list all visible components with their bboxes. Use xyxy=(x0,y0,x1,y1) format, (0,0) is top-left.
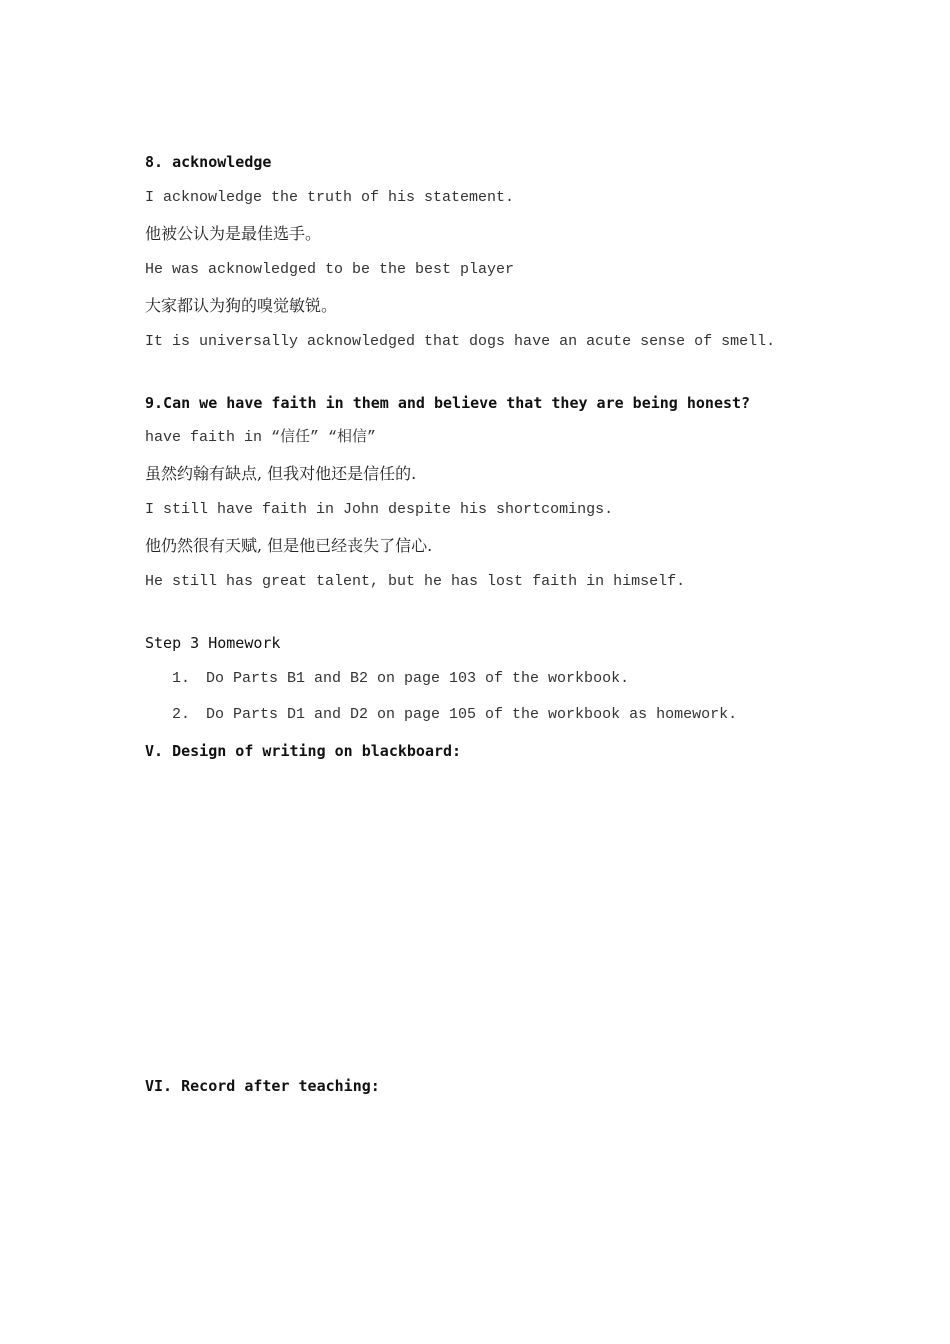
example-sentence-en: He was acknowledged to be the best player xyxy=(145,261,515,278)
homework-text: Do Parts B1 and B2 on page 103 of the workbook. xyxy=(206,670,630,687)
step-3-heading: Step 3 Homework xyxy=(145,634,281,652)
example-sentence-zh: 大家都认为狗的嗅觉敏锐。 xyxy=(145,296,338,315)
example-sentence-en: He still has great talent, but he has lost faith in himself. xyxy=(145,573,686,590)
example-sentence-en: I still have faith in John despite his shortcomings. xyxy=(145,501,614,518)
homework-item xyxy=(172,669,629,689)
example-sentence-en: I acknowledge the truth of his statement. xyxy=(145,189,515,206)
section-9-heading: 9.Can we have faith in them and believe that they are being honest? xyxy=(145,394,751,412)
example-sentence-zh: 虽然约翰有缺点, 但我对他还是信任的. xyxy=(145,464,417,483)
homework-item xyxy=(172,705,737,725)
section-vi-heading: VI. Record after teaching: xyxy=(145,1077,380,1095)
homework-text: Do Parts D1 and D2 on page 105 of the workbook as homework. xyxy=(206,706,738,723)
list-number: 1. xyxy=(172,670,191,687)
section-8-heading: 8. acknowledge xyxy=(145,153,272,171)
example-sentence-zh: 他仍然很有天赋, 但是他已经丧失了信心. xyxy=(145,536,433,555)
phrase-definition: have faith in “信任” “相信” xyxy=(145,429,377,446)
section-v-heading: V. Design of writing on blackboard: xyxy=(145,742,462,760)
example-sentence-en: It is universally acknowledged that dogs have an acute sense of smell. xyxy=(145,333,776,350)
list-number: 2. xyxy=(172,706,191,723)
example-sentence-zh: 他被公认为是最佳选手。 xyxy=(145,224,322,243)
